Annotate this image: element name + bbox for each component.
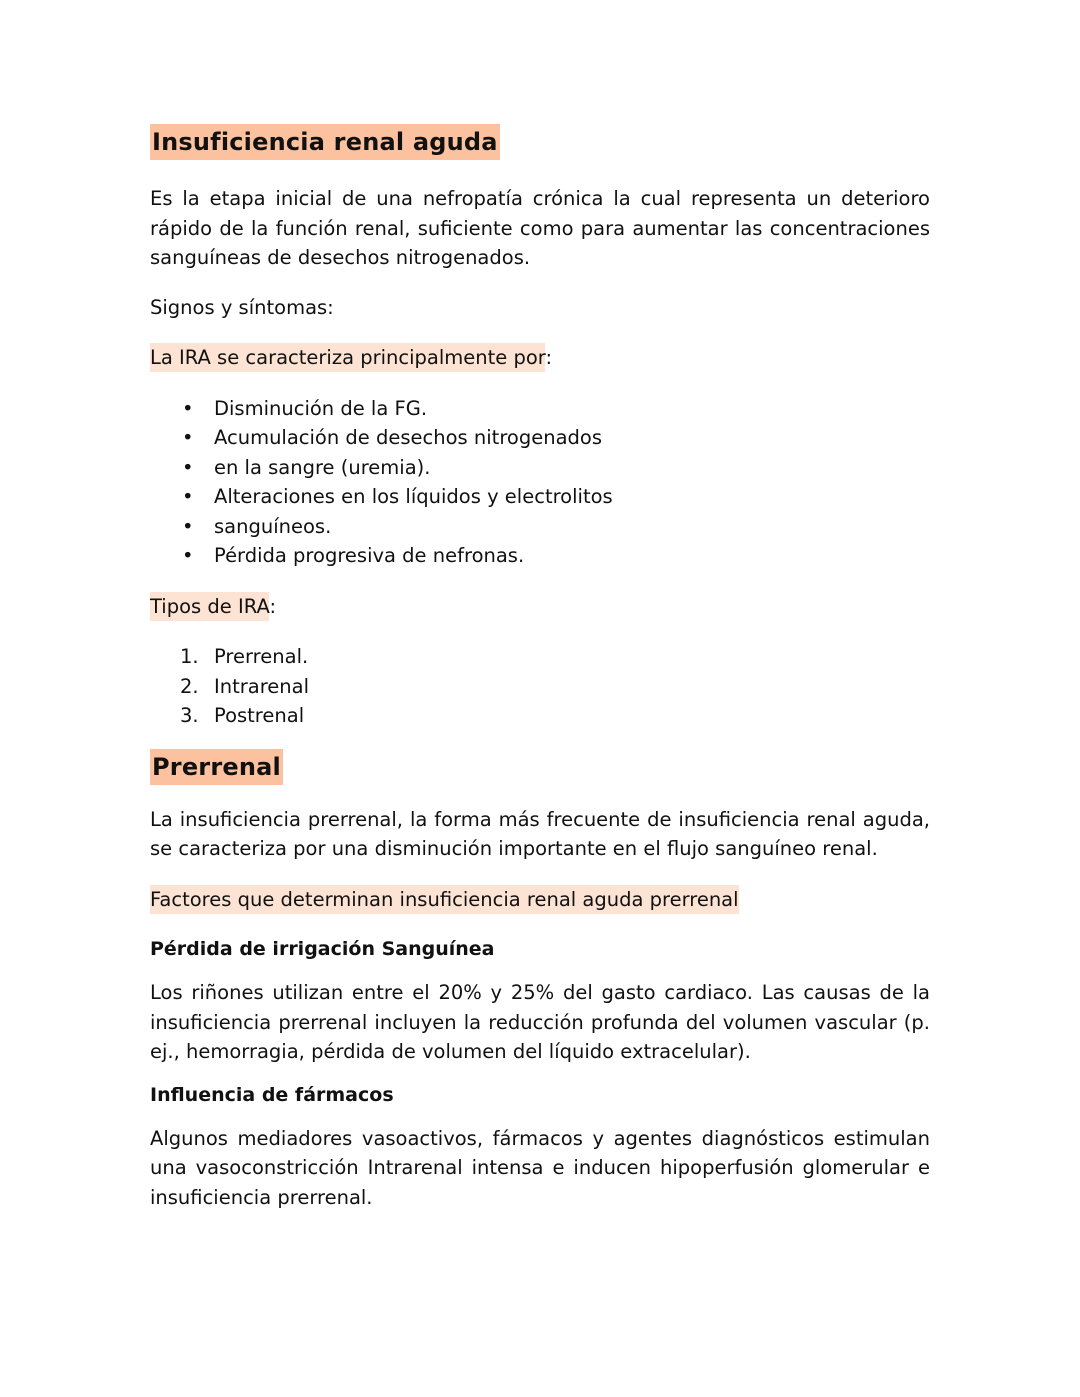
list-item-text: sanguíneos.: [214, 514, 332, 538]
list-number: 2.: [180, 674, 199, 698]
types-line: [150, 592, 930, 622]
list-item: [150, 453, 930, 483]
subheading-irrigation: Pérdida de irrigación Sanguínea: [150, 938, 495, 960]
list-number: 3.: [180, 704, 199, 727]
signs-label: Signos y síntomas:: [150, 295, 334, 319]
types-list: [150, 642, 930, 731]
list-item: [150, 423, 930, 453]
list-item-text: Acumulación de desechos nitrogenados: [214, 426, 602, 449]
signs-list: [150, 394, 930, 571]
list-item-text: Disminución de la FG.: [214, 396, 428, 420]
prerrenal-paragraph: La insuficiencia prerrenal, la forma más frecuente de insuficiencia renal aguda, se caracteriza por una disminución importante en el flujo sanguíneo renal.: [150, 807, 930, 860]
list-item: [150, 394, 930, 424]
subheading-drugs: Influencia de fármacos: [150, 1083, 394, 1106]
list-number: 1.: [180, 645, 199, 668]
intro-paragraph: Es la etapa inicial de una nefropatía crónica la cual representa un deterioro rápido de la función renal, suficiente como para aumentar las concentraciones sanguíneas de desechos nitrogenados.: [150, 187, 930, 269]
irrigation-paragraph: Los riñones utilizan entre el 20% y 25% del gasto cardiaco. Las causas de la insuficiencia prerrenal incluyen la reducción profunda del volumen vascular (p. ej., hemorragia, pérdida de volumen del líquido extracelular).: [150, 981, 930, 1063]
types-colon: :: [269, 594, 277, 618]
bullet-icon: •: [182, 426, 194, 449]
list-item: [150, 701, 930, 731]
list-item: [150, 541, 930, 571]
list-item-text: Alteraciones en los líquidos y electrolitos: [214, 485, 613, 508]
characterized-line: [150, 343, 930, 373]
list-item-text: Postrenal: [214, 704, 305, 727]
bullet-icon: •: [182, 514, 194, 538]
document-page: [150, 124, 930, 1212]
list-item: [150, 672, 930, 702]
list-item-text: Pérdida progresiva de nefronas.: [214, 544, 525, 567]
bullet-icon: •: [182, 544, 194, 567]
list-item-text: Intrarenal: [214, 674, 310, 698]
types-label: Tipos de IRA: [150, 592, 269, 621]
characterized-label: La IRA se caracteriza principalmente por: [150, 343, 545, 372]
factors-line: [150, 885, 930, 915]
factors-label: Factores que determinan insuficiencia renal aguda prerrenal: [150, 885, 739, 914]
prerrenal-heading: Prerrenal: [150, 749, 283, 785]
characterized-colon: :: [545, 346, 553, 369]
bullet-icon: •: [182, 455, 194, 479]
list-item-text: Prerrenal.: [214, 645, 309, 668]
list-item: [150, 642, 930, 672]
bullet-icon: •: [182, 396, 194, 420]
main-heading: Insuficiencia renal aguda: [150, 124, 500, 160]
list-item-text: en la sangre (uremia).: [214, 455, 431, 479]
drugs-paragraph: Algunos mediadores vasoactivos, fármacos y agentes diagnósticos estimulan una vasoconstricción Intrarenal intensa e inducen hipoperfusión glomerular e insuficiencia prerrenal.: [150, 1126, 930, 1209]
list-item: [150, 482, 930, 512]
bullet-icon: •: [182, 485, 194, 508]
list-item: [150, 512, 930, 542]
